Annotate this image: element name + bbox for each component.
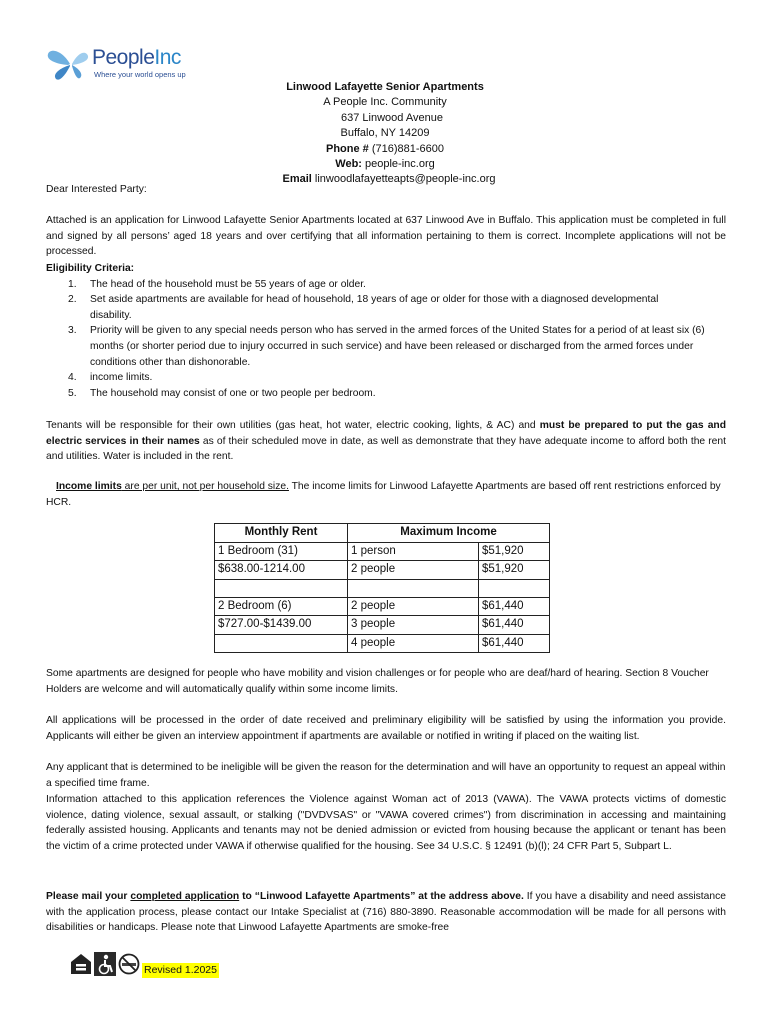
eligibility-item: 5. The household may consist of one or two people per bedroom. [68, 387, 376, 399]
vawa-paragraph: Information attached to this application references the Violence against Woman act of 2013 (VAWA). The VAWA protects victims of domestic violence, dating violence, sexual assault, or stalking ("DVDVSAS" or "VAWA covered crimes") from discrimination in accessing and maintaining federally assisted housing. Applicants and tenants may not be denied admission or evicted from housing because the applicant or tenant has been the victim of a crime protected under VAWA if otherwise qualified for the housing. See 34 U.S.C. § 12491 (b)(l); 24 CFR Part 5, Subpart L. [46, 794, 726, 852]
eligibility-item: 1. The head of the household must be 55 years of age or older. [68, 278, 366, 290]
table-row: 4 people $61,440 [215, 634, 550, 653]
property-title: Linwood Lafayette Senior Apartments [286, 81, 484, 93]
phone-line: Phone # (716)881-6600 [325, 142, 445, 155]
accessibility-icon [94, 952, 116, 976]
salutation: Dear Interested Party: [46, 184, 147, 195]
web-line: Web: people-inc.org [335, 158, 435, 171]
table-header-row [215, 524, 550, 543]
processing-paragraph: All applications will be processed in the order of date received and preliminary eligibility will be satisfied by using the information you provide. Applicants will either be given an interview appointment if apartments are available or notified in writing if placed on the waiting list. [46, 715, 726, 742]
utilities-paragraph: Tenants will be responsible for their own utilities (gas heat, hot water, electric cooking, lights, & AC) and must be prepared to put the gas and electric services in their names as of their scheduled move in date, as well as demonstrate that they have adequate income to afford both the rent and utilities. Water is included in the rent. [46, 420, 726, 463]
table-row [215, 579, 550, 597]
eligibility-item: 2. Set aside apartments are available for head of household, 18 years of age or older for those with a diagnosed developmental disability. [68, 294, 659, 321]
equal-housing-icon [70, 952, 92, 976]
appeal-paragraph: Any applicant that is determined to be ineligible will be given the reason for the determination and will have an opportunity to request an appeal within a specified time frame. [46, 762, 726, 789]
table-row: $638.00-1214.00 2 people $51,920 [215, 561, 550, 580]
butterfly-icon [46, 46, 92, 82]
people-inc-logo [46, 46, 206, 82]
logo-wordmark: PeopleInc [92, 46, 181, 69]
revision-date: Revised 1.2025 [144, 964, 217, 976]
footer-icons [70, 952, 140, 976]
street-address: 637 Linwood Avenue [341, 111, 443, 124]
mail-instructions: Please mail your completed application to “Linwood Lafayette Apartments” at the address above. If you have a disability and need assistance with the application process, please contact our Intake Specialist at (716) 880-3890. Reasonable accommodation will be made for all persons with disabilities or handicaps. Please note that Linwood Lafayette Apartments are smoke-free [46, 891, 726, 934]
table-row: 2 Bedroom (6) 2 people $61,440 [215, 597, 550, 616]
eligibility-section [46, 261, 726, 401]
eligibility-heading: Eligibility Criteria: [46, 263, 135, 274]
table-row: $727.00-$1439.00 3 people $61,440 [215, 616, 550, 635]
intro-paragraph: Attached is an application for Linwood Lafayette Senior Apartments located at 637 Linwood Ave in Buffalo. This application must be completed in full and signed by all persons’ aged 18 years and over certifying that all information pertaining to them is correct. Incomplete applications will not be processed. [46, 215, 726, 258]
accessibility-paragraph: Some apartments are designed for people who have mobility and vision challenges or for people who are deaf/hard of hearing. Section 8 Voucher Holders are welcome and will automatically qualify within some income limits. [46, 668, 709, 695]
eligibility-item: 3. Priority will be given to any special needs person who has served in the armed forces of the United States for a period of at least six (6) months (or shorter period due to injury occurred in such service) and have been released or discharged from the armed forces under conditions other than dishonorable. [68, 325, 705, 368]
income-limits-note: Income limits are per unit, not per household size. The income limits for Linwood Lafayette Apartments are based off rent restrictions enforced by HCR. [46, 481, 721, 508]
no-smoking-icon [118, 953, 140, 975]
community-line: A People Inc. Community [323, 96, 447, 109]
eligibility-item: 4. income limits. [68, 372, 153, 384]
logo-tagline: Where your world opens up [94, 70, 186, 79]
email-line: Email linwoodlafayetteapts@people-inc.org [282, 173, 496, 186]
table-row: 1 Bedroom (31) 1 person $51,920 [215, 542, 550, 561]
letterhead [200, 80, 570, 188]
income-limits-table [214, 523, 550, 653]
header-maximum-income: Maximum Income [348, 524, 550, 543]
city-line: Buffalo, NY 14209 [340, 127, 430, 140]
header-monthly-rent: Monthly Rent [215, 524, 348, 543]
